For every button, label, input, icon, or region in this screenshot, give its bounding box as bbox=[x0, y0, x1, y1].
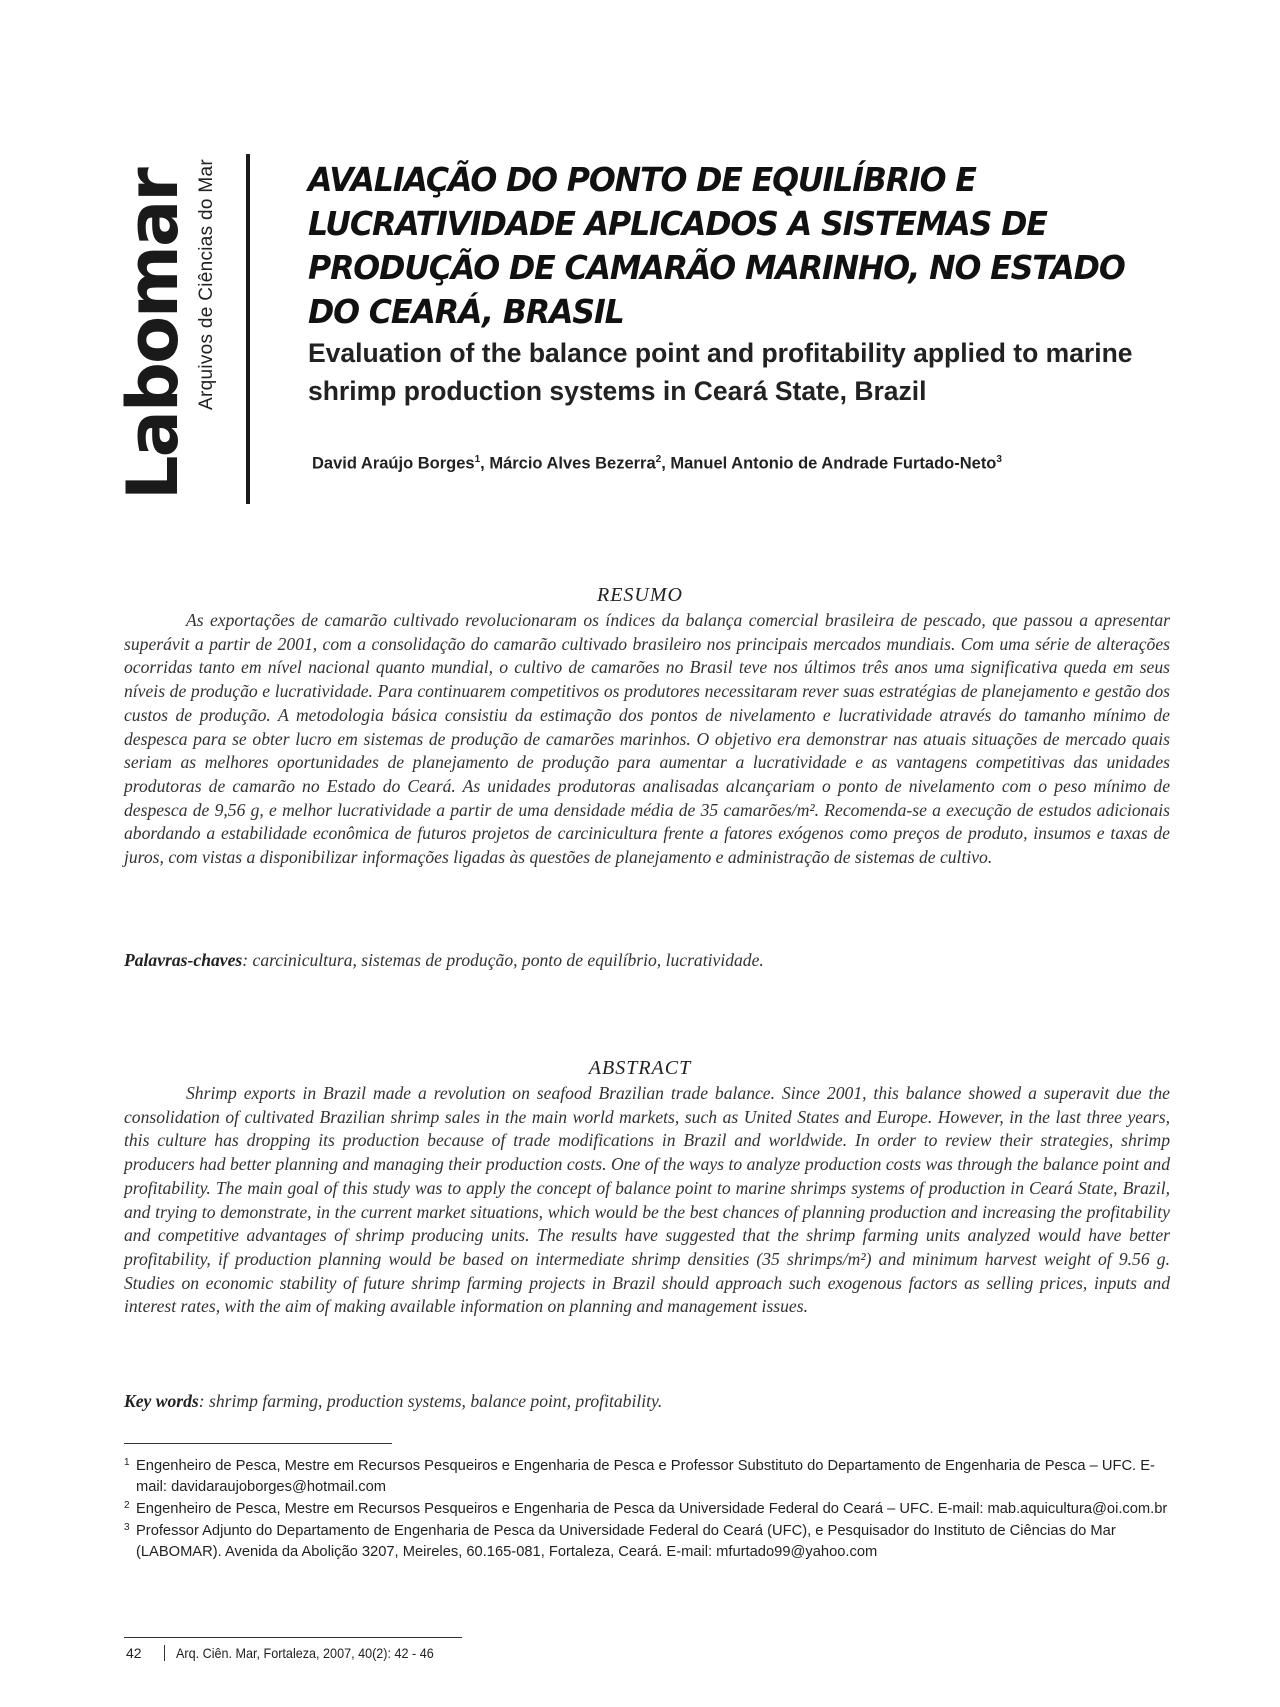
abstract-body bbox=[124, 1082, 1170, 1319]
footnote-mark: 1 bbox=[124, 1457, 130, 1468]
abstract-keywords bbox=[124, 1391, 1170, 1412]
footer-divider bbox=[124, 1637, 462, 1638]
footnotes bbox=[124, 1456, 1170, 1564]
author-name: David Araújo Borges bbox=[312, 454, 475, 473]
footnote bbox=[124, 1521, 1170, 1563]
keywords-list: : carcinicultura, sistemas de produção, ponto de equilíbrio, lucratividade. bbox=[242, 950, 764, 970]
author-separator: , bbox=[480, 454, 490, 473]
footnote-text: Engenheiro de Pesca, Mestre em Recursos Pesqueiros e Engenharia de Pesca e Professor Substituto do Departamento de Engenharia de Pesca – UFC. E-mail: davidaraujoborges@hotmail.com bbox=[136, 1458, 1155, 1495]
title-portuguese: AVALIAÇÃO DO PONTO DE EQUILÍBRIO E LUCRATIVIDADE APLICADOS A SISTEMAS DE PRODUÇÃO DE CAMARÃO MARINHO, NO ESTADO DO CEARÁ, BRASIL bbox=[308, 160, 1125, 331]
journal-citation: Arq. Ciên. Mar, Fortaleza, 2007, 40(2): 42 - 46 bbox=[176, 1645, 434, 1661]
footnote bbox=[124, 1499, 1170, 1520]
author-list bbox=[312, 454, 1212, 474]
author-separator: , bbox=[661, 454, 671, 473]
footnote-text: Professor Adjunto do Departamento de Engenharia de Pesca da Universidade Federal do Ceará (UFC), e Pesquisador do Instituto de Ciências do Mar (LABOMAR). Avenida da Abolição 3207, Meireles, 60.165-081, Fortaleza, Ceará. E-mail: mfurtado99@yahoo.com bbox=[136, 1523, 1116, 1560]
keywords-list: : shrimp farming, production systems, balance point, profitability. bbox=[198, 1391, 663, 1411]
resumo-heading: RESUMO bbox=[597, 584, 683, 606]
abstract-paragraph: Shrimp exports in Brazil made a revolution on seafood Brazilian trade balance. Since 2001, this balance showed a superavit due the consolidation of cultivated Brazilian shrimp sales in the main world markets, such as United States and Europe. However, in the last three years, this culture has dropping its production because of trade modifications in Brazil and worldwide. In order to review their strategies, shrimp producers had better planning and managing their production costs. One of the ways to analyze production costs was through the balance point and profitability. The main goal of this study was to apply the concept of balance point to marine shrimps systems of production in Ceará State, Brazil, and trying to demonstrate, in the current market situations, which would be the best chances of planning production and increasing the profitability and competitive advantages of shrimp producing units. The results have suggested that the shrimp farming units analyzed would have better profitability, if production planning would be based on intermediate shrimp densities (35 shrimps/m²) and minimum harvest weight of 9.56 g. Studies on economic stability of future shrimp farming projects in Brazil should approach such exogenous factors as selling prices, inputs and interest rates, with the aim of making available information on planning and management issues. bbox=[124, 1083, 1170, 1317]
resumo-body bbox=[124, 609, 1170, 870]
page-number: 42 bbox=[126, 1645, 142, 1661]
author-affiliation-mark: 1 bbox=[474, 454, 481, 465]
author-affiliation-mark: 2 bbox=[655, 454, 662, 465]
logo-divider bbox=[246, 154, 250, 504]
resumo-paragraph: As exportações de camarão cultivado revolucionaram os índices da balança comercial brasileira de pescado, que passou a apresentar superávit a partir de 2001, com a consolidação do camarão cultivado brasileiro nos principais mercados mundiais. Com uma série de alterações ocorridas tanto em nível nacional quanto mundial, o cultivo de camarões no Brasil teve nos últimos três anos uma significativa queda em seus níveis de produção e lucratividade. Para continuarem competitivos os produtores necessitaram rever suas estratégias de planejamento e gestão dos custos de produção. A metodologia básica consistiu da estimação dos pontos de nivelamento e lucratividade através do tamanho mínimo de despesca para se obter lucro em sistemas de produção de camarões marinhos. O objetivo era demonstrar nas atuais situações de mercado quais seriam as melhores oportunidades de planejamento de produção para aumentar a lucratividade e as vantagens competitivas das unidades produtoras de camarão no Estado do Ceará. As unidades produtoras analisadas alcançariam o ponto de nivelamento com o peso mínimo de despesca de 9,56 g, e melhor lucratividade a partir de uma densidade média de 35 camarões/m². Recomenda-se a execução de estudos adicionais abordando a estabilidade econômica de futuros projetos de carcinicultura frente a fatores exógenos como preços de produto, insumos e taxas de juros, com vistas a disponibilizar informações ligadas às questões de planejamento e administração de sistemas de cultivo. bbox=[124, 610, 1170, 868]
logo-wordmark: Labomar bbox=[112, 169, 194, 500]
footnote-mark: 2 bbox=[124, 1500, 130, 1511]
footnote-text: Engenheiro de Pesca, Mestre em Recursos Pesqueiros e Engenharia de Pesca da Universidade Federal do Ceará – UFC. E-mail: mab.aquicultura@oi.com.br bbox=[136, 1501, 1168, 1517]
title-english: Evaluation of the balance point and profitability applied to marine shrimp production systems in Ceará State, Brazil bbox=[308, 338, 1133, 406]
footnote bbox=[124, 1456, 1170, 1498]
footer-separator bbox=[164, 1645, 165, 1661]
keywords-label: Key words bbox=[124, 1391, 199, 1411]
footnote-divider bbox=[124, 1443, 392, 1444]
author-affiliation-mark: 3 bbox=[996, 454, 1002, 465]
keywords-label: Palavras-chaves bbox=[124, 950, 243, 970]
abstract-heading: ABSTRACT bbox=[588, 1057, 692, 1079]
author-name: Márcio Alves Bezerra bbox=[489, 454, 656, 473]
footnote-mark: 3 bbox=[124, 1522, 130, 1533]
resumo-keywords bbox=[124, 950, 1170, 971]
logo-subtitle: Arquivos de Ciências do Mar bbox=[196, 159, 217, 410]
author-name: Manuel Antonio de Andrade Furtado-Neto bbox=[670, 454, 997, 473]
